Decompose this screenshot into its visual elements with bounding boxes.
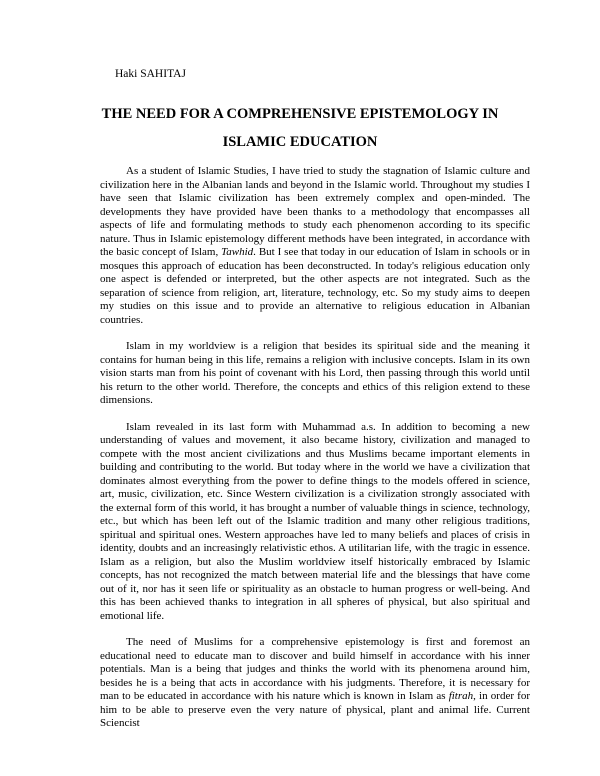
body-text (100, 165, 530, 731)
paragraph-4: The need of Muslims for a comprehensive epistemology is first and foremost an educational need to educate man to discover and build himself in accordance with his inner potentials. Man is a being that judges and thinks the world with its phenomena around him, besides he is a being that acts in accordance with his judgments. Therefore, it is necessary for man to be educated in accordance with his nature which is known in Islam as fitrah, in order for him to be able to preserve even the very nature of physical, plant and animal life. Current Sciencist (100, 636, 530, 729)
term-fitrah: fitrah (448, 690, 474, 702)
paragraph-2: Islam in my worldview is a religion that besides its spiritual side and the meaning it contains for human being in this life, remains a religion with inclusive concepts. Islam in its own vision starts man from his point of covenant with his Lord, then passing through this world until his return to the other world. Therefore, the concepts and ethics of this religion extend to these dimensions. (100, 340, 530, 406)
paper-title (90, 100, 510, 156)
paragraph-3: Islam revealed in its last form with Muhammad a.s. In addition to becoming a new understanding of values and movement, it also became history, civilization and managed to compete with the most ancient civilizations and thus Muslims became important elements in building and contributing to the world. But today where in the world we have a civilization that dominates almost everything from the power to define things to the models offered in science, art, music, civilization, etc. Since Western civilization is a civilization strongly associated with the external form of this world, it has brought a number of valuable things in science, technology, etc., but which has been left out of the Islamic tradition and many other religious traditions, spiritual and spiritual ones. Western approaches have led to many beliefs and places of crisis in identity, doubts and an increasingly relativistic ethos. A utilitarian life, with the tragic in essence. Islam as a religion, but also the Muslim worldview itself historically embraced by Islamic concepts, has not recognized the match between material life and the blessings that have come out of it, nor has it seen life or spirituality as an obstacle to human progress or well-being. And this has been achieved thanks to integration in all spheres of physical, but also spiritual and emotional life. (100, 420, 530, 622)
paragraph-1: As a student of Islamic Studies, I have tried to study the stagnation of Islamic culture and civilization here in the Albanian lands and beyond in the Islamic world. Throughout my studies I have seen that Islamic civilization has been extremely complex and open-minded. The developments they have provided have been thanks to a methodology that encompasses all aspects of life and formulating methods to study each phenomenon according to its specific nature. Thus in Islamic epistemology different methods have been integrated, in accordance with the basic concept of Islam, Tawhid. But I see that today in our education of Islam in schools or in mosques this approach of education has been deconstructed. In today's religious education only one aspect is defended or interpreted, but the other aspects are not integrated. Such as the separation of science from religion, art, literature, technology, etc. So my study aims to deepen my studies on this issue and to provide an alternative to religious education in Albanian countries. (100, 165, 530, 326)
title-line-1: THE NEED FOR A COMPREHENSIVE EPISTEMOLOGY IN (101, 106, 499, 122)
term-tawhid: Tawhid (221, 246, 254, 258)
author-name: Haki SAHITAJ (115, 68, 186, 80)
title-line-2: ISLAMIC EDUCATION (222, 134, 378, 150)
